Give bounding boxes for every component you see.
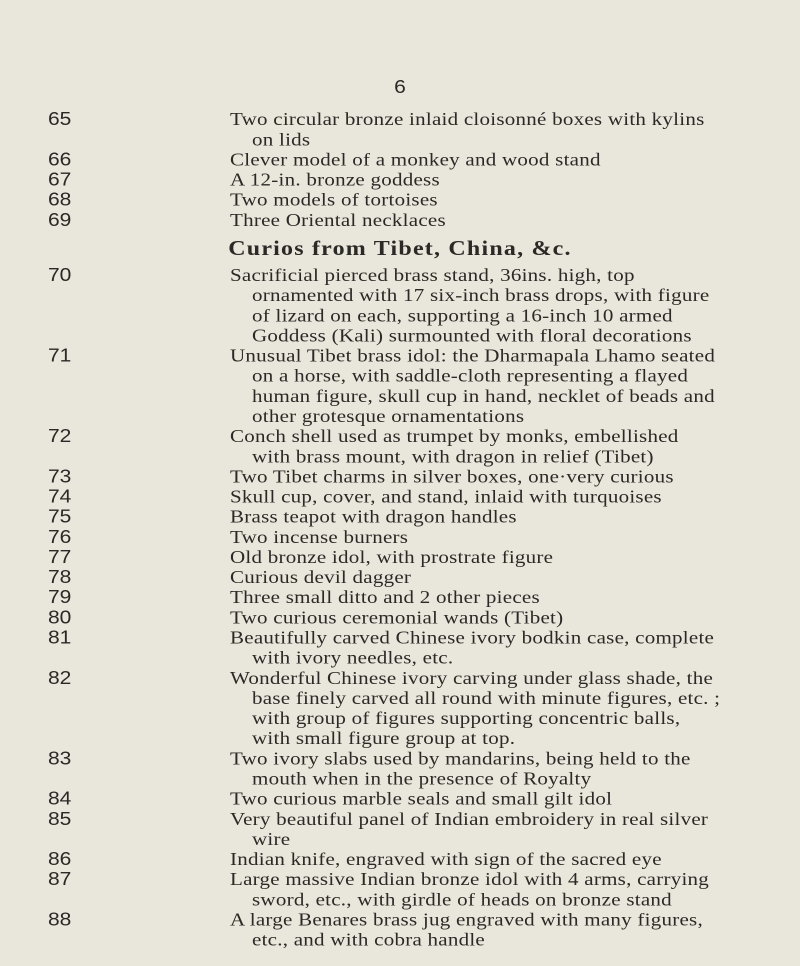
lot-number: 75 — [48, 506, 72, 528]
lot-number: 77 — [48, 547, 72, 568]
lot-description: Conch shell used as trumpet by monks, embellished with brass mount, with dragon in relief (Tibet) — [230, 425, 679, 467]
lot-number: 67 — [48, 169, 72, 190]
lot-number: 71 — [48, 345, 72, 366]
lot-description: Two Tibet charms in silver boxes, one·very curious — [230, 465, 674, 487]
lot-number: 82 — [48, 668, 72, 689]
lot-description: Two incense burners — [230, 526, 409, 548]
lot-number: 78 — [48, 567, 72, 588]
lot-description: Curious devil dagger — [230, 566, 412, 588]
lot-description: Brass teapot with dragon handles — [230, 506, 517, 528]
lot-description: A large Benares brass jug engraved with many figures, etc., and with cobra handle — [230, 908, 703, 950]
lot-number: 74 — [48, 486, 72, 507]
lot-number: 69 — [48, 210, 72, 231]
lot-number: 85 — [48, 809, 72, 830]
lot-description: Two models of tortoises — [230, 189, 438, 211]
lot-number: 73 — [48, 466, 72, 487]
lot-description: Unusual Tibet brass idol: the Dharmapala Lhamo seated on a horse, with saddle-cloth representing a flayed human figure, skull cup in hand, necklet of beads and other grotesque ornamentations — [230, 344, 716, 427]
lot-description: Clever model of a monkey and wood stand — [230, 148, 601, 170]
lot-description: Very beautiful panel of Indian embroidery in real silver wire — [230, 808, 709, 850]
lot-description: Old bronze idol, with prostrate figure — [230, 546, 554, 568]
lot-description: Three small ditto and 2 other pieces — [230, 586, 540, 608]
lot-number: 87 — [48, 869, 72, 890]
lot-description: Indian knife, engraved with sign of the sacred eye — [230, 848, 662, 870]
lot-description: Two circular bronze inlaid cloisonné boxes with kylins on lids — [230, 108, 705, 150]
lot-number: 84 — [48, 788, 72, 810]
lot-description: Beautifully carved Chinese ivory bodkin case, complete with ivory needles, etc. — [230, 626, 715, 669]
lot-description: Three Oriental necklaces — [230, 209, 446, 231]
catalogue-page — [0, 9, 800, 950]
lot-number: 79 — [48, 587, 72, 608]
lot-number: 66 — [48, 149, 72, 170]
lot-number: 65 — [48, 109, 72, 130]
lot-description: Wonderful Chinese ivory carving under glass shade, the base finely carved all round with minute figures, etc. ; with group of figures supporting concentric balls, with small figure group at top. — [230, 667, 721, 749]
lot-number: 88 — [48, 909, 72, 930]
lot-number: 72 — [48, 426, 72, 447]
lot-number: 80 — [48, 607, 72, 628]
section-heading: Curios from Tibet, China, &c. — [228, 237, 572, 261]
lot-description: A 12-in. bronze goddess — [230, 168, 440, 190]
lot-description: Two ivory slabs used by mandarins, being held to the mouth when in the presence of Royalty — [230, 747, 691, 789]
lot-number: 76 — [48, 527, 72, 548]
lot-description: Sacrificial pierced brass stand, 36ins. high, top ornamented with 17 six-inch brass drops, with figure of lizard on each, supporting a 16-inch 10 armed Goddess (Kali) surmounted with floral decorations — [230, 264, 710, 346]
lot-number: 68 — [48, 189, 72, 211]
lot-description: Two curious ceremonial wands (Tibet) — [230, 606, 564, 628]
lot-number: 70 — [48, 265, 72, 286]
lot-number: 86 — [48, 849, 72, 870]
lot-description: Large massive Indian bronze idol with 4 arms, carrying sword, etc., with girdle of heads on bronze stand — [230, 868, 710, 910]
lot-description: Two curious marble seals and small gilt idol — [230, 787, 613, 810]
lot-number: 83 — [48, 748, 72, 769]
lot-description: Skull cup, cover, and stand, inlaid with turquoises — [230, 485, 662, 507]
lot-number: 81 — [48, 627, 72, 648]
page-number: 6 — [394, 77, 406, 98]
